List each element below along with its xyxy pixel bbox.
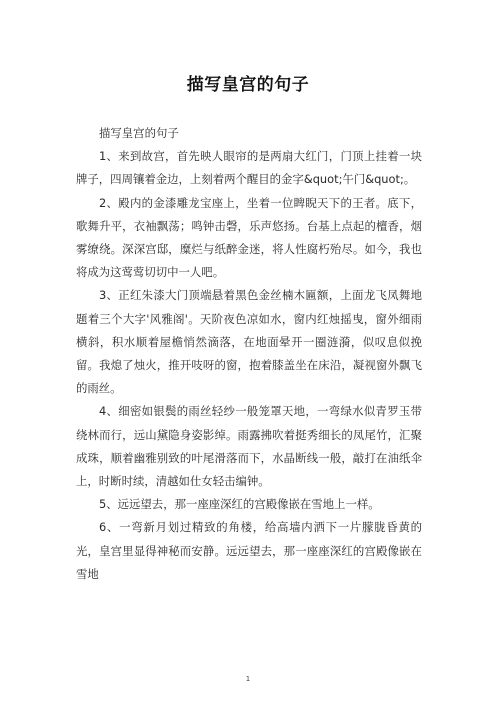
paragraph-4: 4、细密如银鬓的雨丝轻纱一般笼罩天地，一弯绿水似青罗玉带绕林而行，远山黛隐身姿影绰。雨露拂吹着挺秀细长的凤尾竹，汇聚成珠，顺着幽雅别致的叶尾滑落而下，水晶断线一般，敲打在油纸伞上，时断时续，清越如仕女轻击编钟。: [76, 404, 422, 489]
paragraph-1: 1、来到故宫，首先映人眼帘的是两扇大红门，门顶上挂着一块牌子，四周镶着金边，上刻着两个醒目的金字&quot;午门&quot;。: [76, 149, 422, 187]
paragraph-5: 5、远远望去，那一座座深红的宫殿像嵌在雪地上一样。: [99, 497, 380, 512]
paragraph-3: 3、正红朱漆大门顶端悬着黑色金丝楠木匾额，上面龙飞凤舞地题着三个大字'风雅阁'。天阶夜色凉如水，窗内红烛摇曳，窗外细雨横斜，积水顺着屋檐悄然滴落，在地面晕开一圈涟漪，似叹息似挽留。我熄了烛火，推开吱呀的窗，抱着膝盖坐在床沿，凝视窗外飘飞的雨丝。: [76, 288, 422, 396]
paragraph-subtitle: 描写皇宫的句子: [99, 126, 179, 140]
document-body: [76, 122, 422, 586]
page-number: 1: [245, 675, 251, 683]
paragraph-6: 6、一弯新月划过精致的角楼，给高墙内洒下一片朦胧昏黄的光，皇宫里显得神秘而安静。远远望去，那一座座深红的宫殿像嵌在雪地: [76, 520, 422, 581]
document-title: 描写皇宫的句子: [186, 75, 310, 95]
paragraph-2: 2、殿内的金漆雕龙宝座上，坐着一位睥睨天下的王者。底下，歌舞升平，衣袖飘荡；鸣钟击磬，乐声悠扬。台基上点起的檀香，烟雾缭绕。深深宫邸，糜烂与纸醉金迷，将人性腐朽殆尽。如今，我也将成为这莺莺切切中一人吧。: [76, 195, 422, 280]
